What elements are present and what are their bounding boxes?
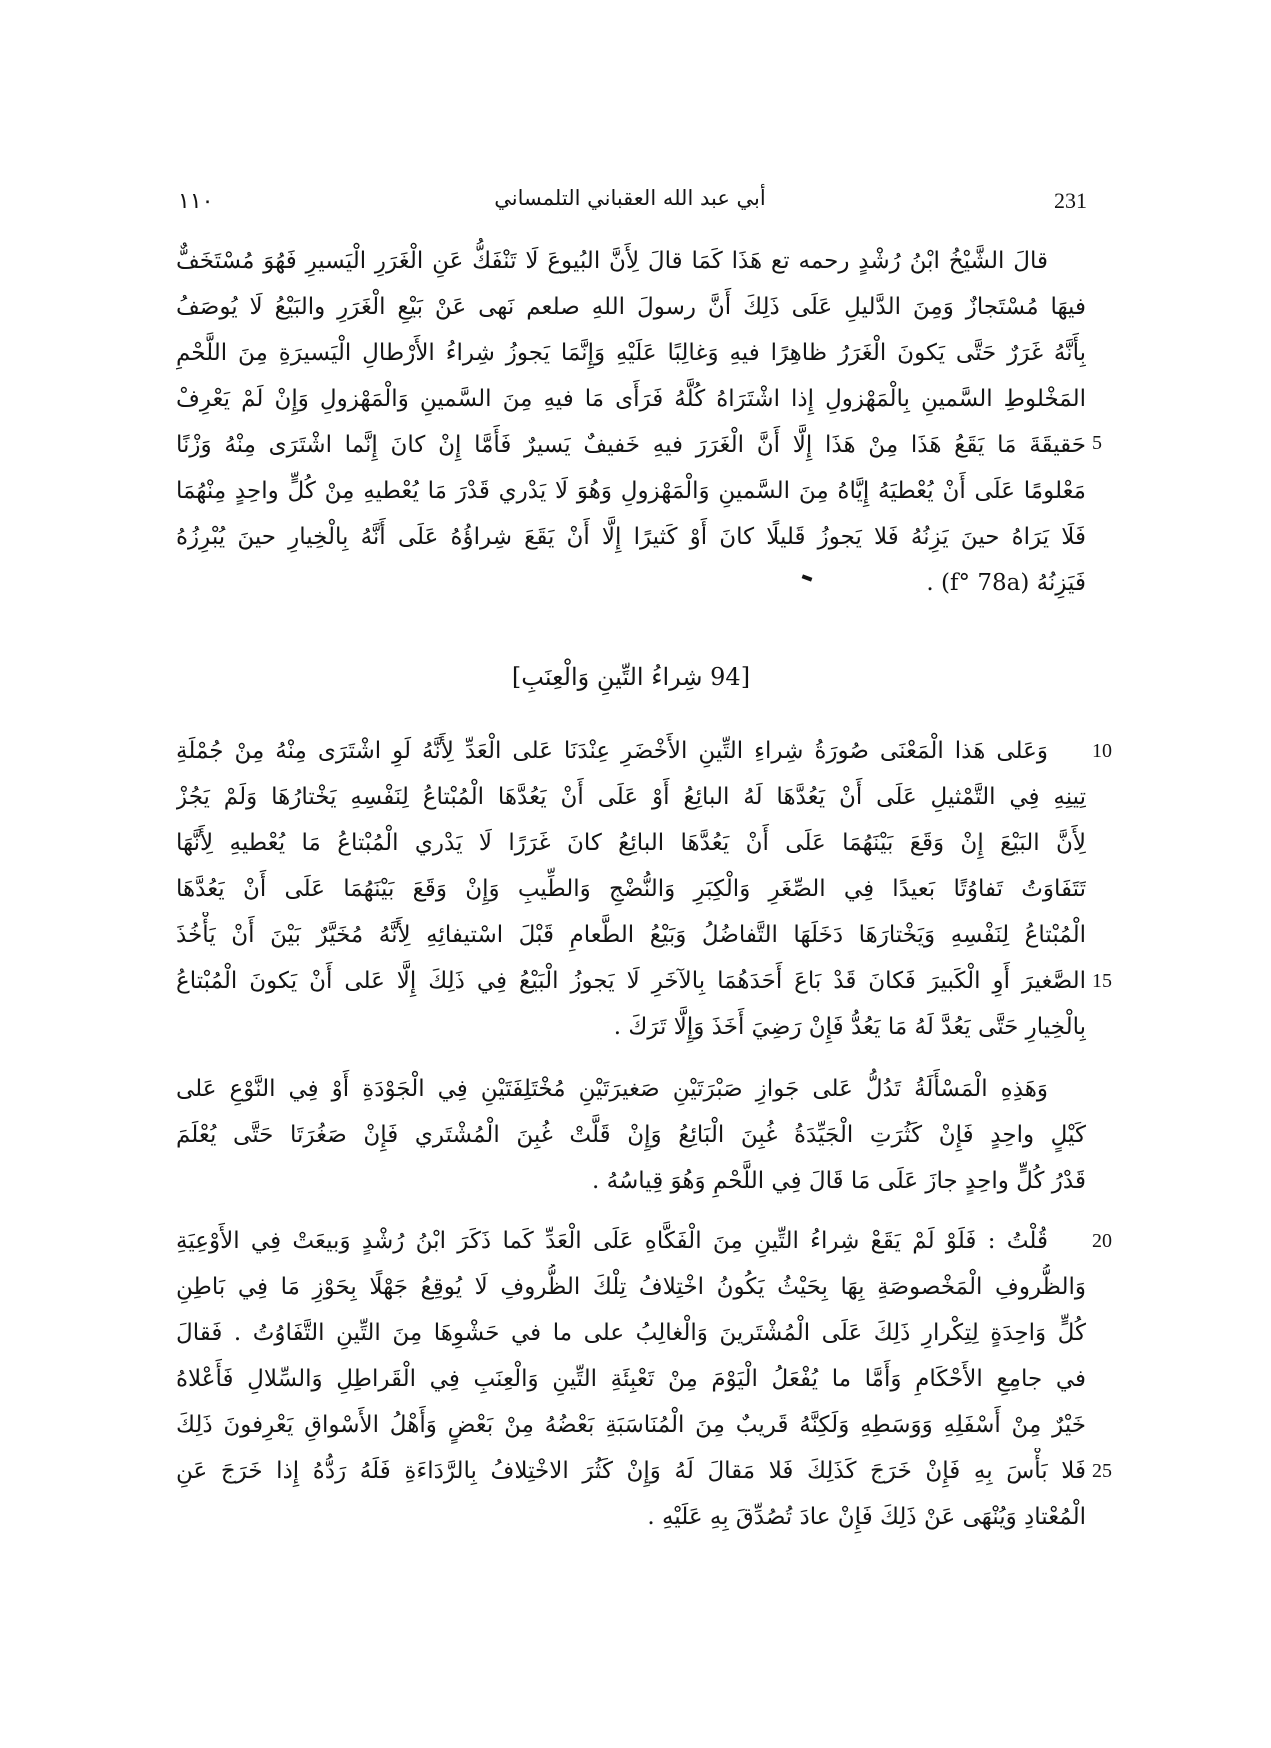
text-line: حَقيقَةَ مَا يَقَعُ هَذَا مِنْ هَذَا إِلَّا أَنَّ الْغَرَرَ فيهِ خَفيفٌ يَسيرٌ فَأَمَّا إِنْ كانَ إِنَّما اشْتَرَى مِنْهُ وَزْنًا	[176, 432, 1086, 458]
text-line: قالَ الشَّيْخُ ابْنُ رُشْدٍ رحمه تع هَذَا كَمَا قالَ لِأَنَّ البُيوعَ لَا تَنْفَكُّ عَنِ الْغَرَرِ الْيَسيرِ فَهُوَ مُسْتَخَفٌّ	[176, 248, 1048, 274]
text-line: لِأَنَّ البَيْعَ إِنْ وَقَعَ بَيْنَهُمَا عَلَى أَنْ يَعُدَّهَا البائِعُ كانَ غَرَرًا لَا يَدْري الْمُبْتاعُ مَا يُعْطيهِ لِأَنَّهَا	[176, 830, 1086, 856]
text-line: كَيْلٍ واحِدٍ فَإِنْ كَثُرَتِ الْجَيِّدَةُ غُبِنَ الْبَائِعُ وَإِنْ قَلَّتْ غُبِنَ الْمُشْتَري فَإِنْ صَغُرَتَا حَتَّى يُعْلَمَ	[176, 1122, 1086, 1148]
line-number: 25	[1092, 1460, 1112, 1482]
text-line: فيهَا مُسْتَجازٌ وَمِنَ الدَّليلِ عَلَى ذَلِكَ أَنَّ رسولَ اللهِ صلعم نَهى عَنْ بَيْعِ الْغَرَرِ والبَيْعُ لَا يُوصَفُ	[176, 294, 1086, 320]
text-line: تَتَفَاوَتُ تَفاوُتًا بَعيدًا فِي الصِّغَرِ وَالْكِبَرِ وَالنُّضْجِ وَالطِّيبِ وَإِنْ وَقَعَ بَيْنَهُمَا عَلَى أَنْ يَعُدَّهَا	[176, 876, 1086, 902]
text-line: وَالظُّروفِ الْمَخْصوصَةِ بِهَا بِحَيْثُ يَكُونُ اخْتِلافُ تِلْكَ الظُّروفِ لَا يُوقِعُ جَهْلًا بِحَوْزِ مَا فِي بَاطِنِ	[176, 1274, 1086, 1300]
paragraph-1	[176, 238, 1086, 606]
text-line: في جامِعِ الأَحْكَامِ وَأَمَّا ما يُفْعَلُ الْيَوْمَ مِنْ تَعْبِئَةِ التِّينِ وَالْعِنَبِ فِي الْقَراطِلِ وَالسِّلالِ فَأَعْلاهُ	[176, 1366, 1086, 1392]
paragraph-4	[176, 1218, 1086, 1540]
text-line: الْمُعْتادِ وَيُنْهَى عَنْ ذَلِكَ فَإِنْ عادَ تُصُدِّقَ بِهِ عَلَيْهِ .	[647, 1504, 1086, 1530]
paragraph-2	[176, 728, 1086, 1050]
text-line: الصَّغيرَ أَوِ الْكَبيرَ فَكانَ قَدْ بَاعَ أَحَدَهُمَا بِالآخَرِ لَا يَجوزُ الْبَيْعُ فِي ذَلِكَ إِلَّا عَلى أَنْ يَكونَ الْمُبْتاعُ	[176, 968, 1086, 994]
paragraph-3	[176, 1066, 1086, 1204]
text-line: بِالْخِيارِ حَتَّى يَعُدَّ لَهُ مَا يَعُدُّ فَإِنْ رَضِيَ أَخَذَ وَإِلَّا تَرَكَ .	[613, 1014, 1086, 1040]
text-line: فَلا بَأْسَ بِهِ فَإِنْ خَرَجَ كَذَلِكَ فَلا مَقالَ لَهُ وَإِنْ كَثُرَ الاخْتِلافُ بِالرَّدَاءَةِ فَلَهُ رَدُّهُ إِذا خَرَجَ عَنِ	[176, 1458, 1086, 1484]
section-heading: [94 شِراءُ التِّينِ وَالْعِنَبِ]	[511, 663, 751, 691]
text-line: وَهَذِهِ الْمَسْأَلَةُ تَدُلُّ عَلى جَوازِ صَبْرَتَيْنِ صَغيرَتَيْنِ مُخْتَلِفَتَيْنِ فِي الْجَوْدَةِ أَوْ فِي النَّوْعِ عَلى	[176, 1076, 1048, 1102]
text-line: خَيْرٌ مِنْ أَسْفَلِهِ وَوَسَطِهِ وَلَكِنَّهُ قَريبٌ مِنَ الْمُنَاسَبَةِ بَعْضُهُ مِنْ بَعْضٍ وَأَهْلُ الأَسْواقِ يَعْرِفونَ ذَلِكَ	[176, 1412, 1086, 1438]
page-number: 231	[1054, 188, 1087, 213]
text-line: كُلٍّ وَاحِدَةٍ لِتِكْرارِ ذَلِكَ عَلَى الْمُشْتَرينَ وَالْغالِبُ على ما في حَشْوِهَا مِنَ التِّينِ التَّفَاوُتُ . فَقالَ	[176, 1320, 1086, 1346]
text-line: بِأَنَّهُ غَرَرٌ حَتَّى يَكونَ الْغَرَرُ ظاهِرًا فيهِ وَغالِبًا عَلَيْهِ وَإِنَّمَا يَجوزُ شِراءُ الأَرْطالِ الْيَسيرَةِ مِنَ اللَّحْمِ	[176, 340, 1086, 366]
page-number-arabic: ١١٠	[178, 188, 214, 213]
text-line: تِينِهِ فِي التَّمْثيلِ عَلَى أَنْ يَعُدَّهَا لَهُ البائِعُ أَوْ عَلَى أَنْ يَعُدَّهَا الْمُبْتاعُ لِنَفْسِهِ يَخْتارُهَا وَلَمْ يَجُزْ	[176, 784, 1086, 810]
text-line: قُلْتُ : فَلَوْ لَمْ يَقَعْ شِراءُ التِّينِ مِنَ الْفَكَّاهِ عَلَى الْعَدِّ كَما ذَكَرَ ابْنُ رُشْدٍ وَبيعَتْ فِي الأَوْعِيَةِ	[176, 1228, 1048, 1254]
line-number: 20	[1092, 1230, 1112, 1252]
text-line: مَعْلومًا عَلَى أَنْ يُعْطيَهُ إِيَّاهُ مِنَ السَّمينِ وَالْمَهْزولِ وَهُوَ لَا يَدْري قَدْرَ مَا يُعْطيهِ مِنْ كُلٍّ واحِدٍ مِنْهُمَا	[176, 478, 1086, 504]
text-line: فَيَزِنُهُ (f° 78a) .	[926, 570, 1086, 596]
running-head: أبي عبد الله العقباني التلمساني	[494, 186, 766, 210]
text-line: قَدْرُ كُلٍّ واحِدٍ جازَ عَلَى مَا قَالَ فِي اللَّحْمِ وَهُوَ قِياسُهُ .	[592, 1168, 1086, 1194]
text-line: المَخْلوطِ السَّمينِ بِالْمَهْزولِ إِذا اشْتَرَاهُ كُلَّهُ فَرَأَى مَا فيهِ مِنَ السَّمينِ وَالْمَهْزولِ وَإِنْ لَمْ يَعْرِفْ	[176, 386, 1086, 412]
line-number: 10	[1092, 740, 1112, 762]
line-number: 5	[1092, 432, 1102, 454]
text-line: فَلَا يَرَاهُ حينَ يَزِنُهُ فَلا يَجوزُ قَليلًا كانَ أَوْ كَثيرًا إِلَّا أَنْ يَقَعَ شِراؤُهُ عَلَى أَنَّهُ بِالْخِيارِ حينَ يُبْرِزُهُ	[176, 524, 1086, 550]
text-line: وَعَلى هَذا الْمَعْنَى صُورَةُ شِراءِ التِّينِ الأَخْضَرِ عِنْدَنَا عَلى الْعَدِّ لِأَنَّهُ لَوِ اشْتَرَى مِنْهُ مِنْ جُمْلَةِ	[176, 738, 1048, 764]
line-number: 15	[1092, 970, 1112, 992]
text-line: الْمُبْتاعُ لِنَفْسِهِ وَيَخْتارَهَا دَخَلَهَا التَّفاضُلُ وَبَيْعُ الطَّعامِ قَبْلَ اسْتيفائِهِ لِأَنَّهُ مُخَيَّرٌ بَيْنَ أَنْ يَأْخُذَ	[176, 922, 1086, 948]
